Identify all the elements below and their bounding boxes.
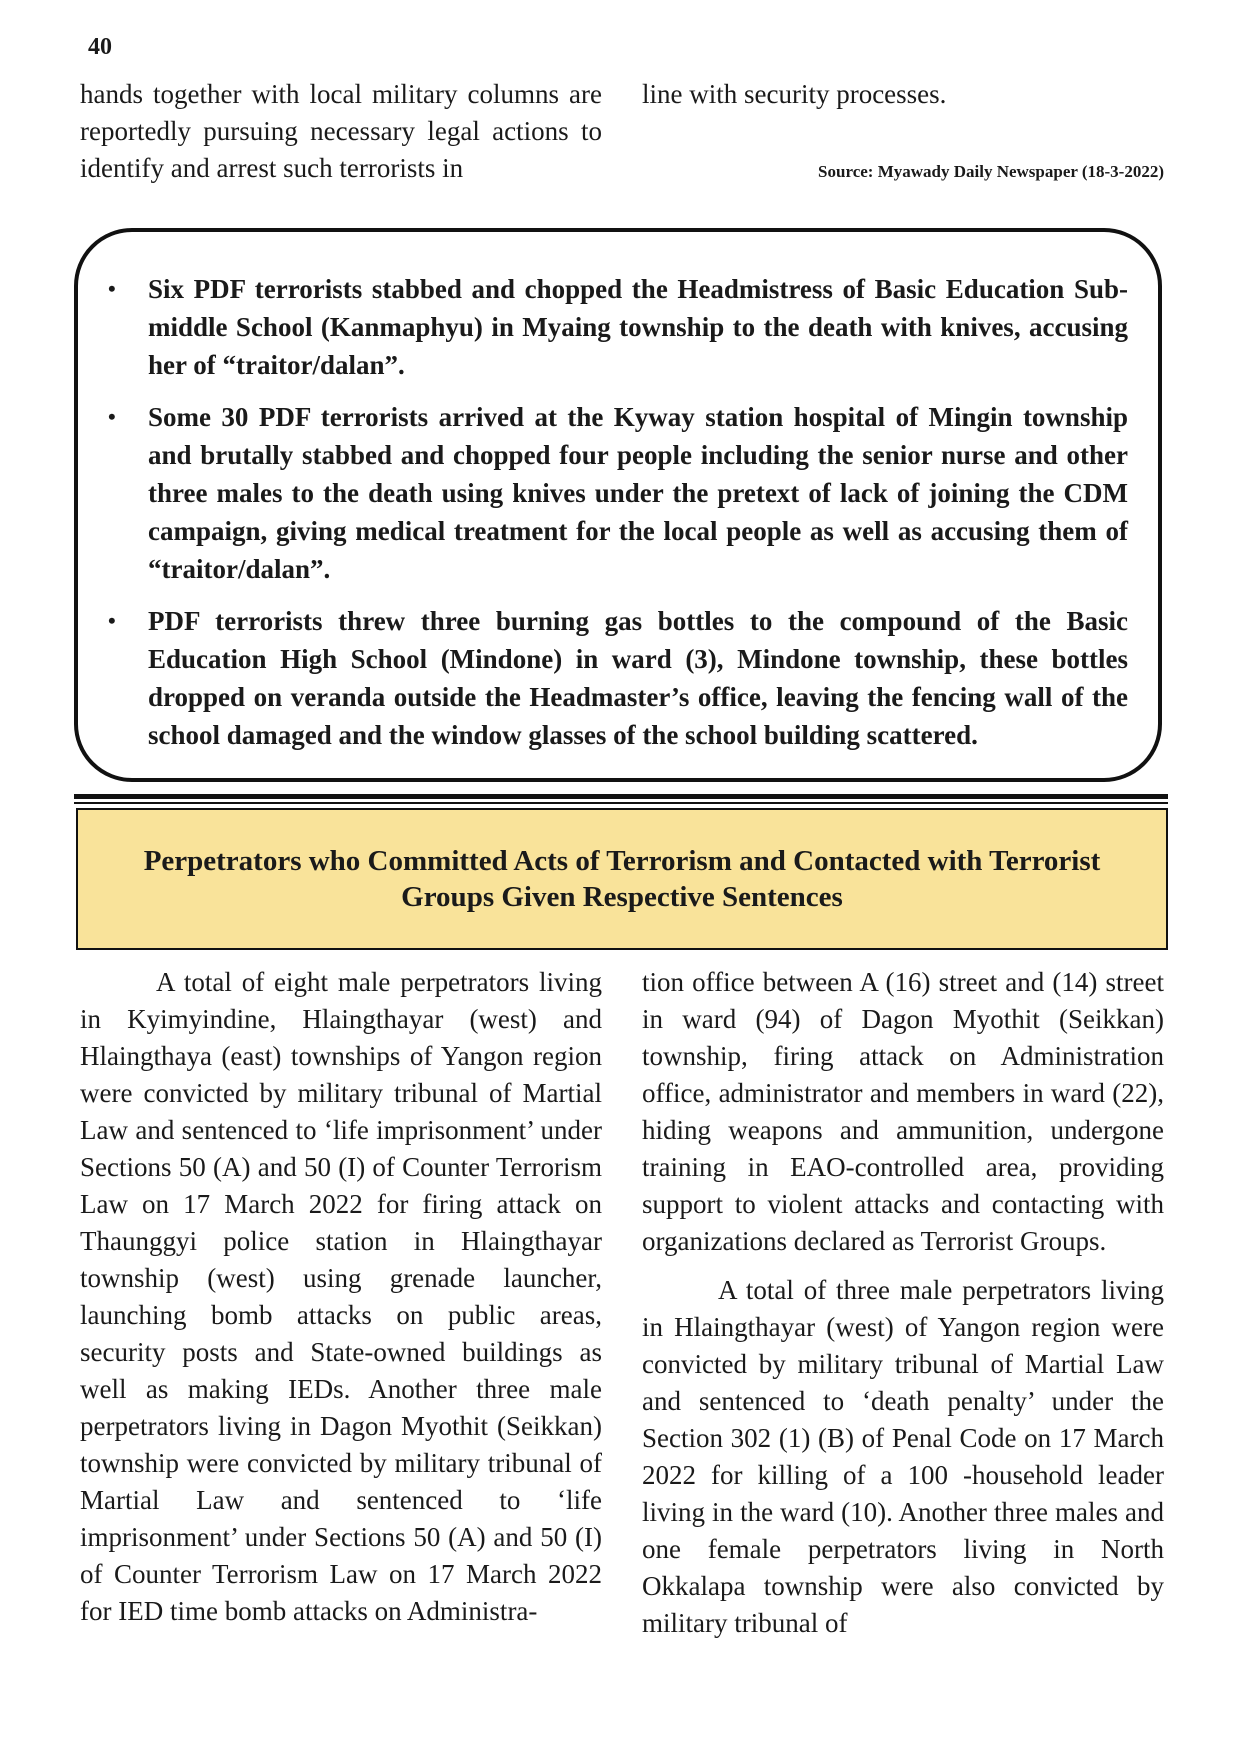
headline-box [76,808,1168,950]
callout-item-text: Some 30 PDF terrorists arrived at the Kyway station hospital of Mingin township and brutally stabbed and chopped four people including the senior nurse and other three males to the death using knives under the pretext of lack of joining the CDM campaign, giving medical treatment for the local people as well as accusing them of “traitor/dalan”. [148,402,1128,584]
bullet-icon: • [108,608,116,633]
callout-item-text: PDF terrorists threw three burning gas bottles to the compound of the Basic Education High School (Mindone) in ward (3), Mindone township, these bottles dropped on veranda outside the Headmaster’s office, leaving the fencing wall of the school damaged and the window glasses of the school building scattered. [148,606,1128,750]
callout-list [108,270,1128,768]
article-paragraph: A total of eight male perpetrators living in Kyimyindine, Hlaingthayar (west) and Hlaingthaya (east) townships of Yangon region were convicted by military tribunal of Martial Law and sentenced to ‘life imprisonment’ under Sections 50 (A) and 50 (I) of Counter Terrorism Law on 17 March 2022 for firing attack on Thaunggyi police station in Hlaingthayar township (west) using grenade launcher, launching bomb attacks on public areas, security posts and State-owned buildings as well as making IEDs. Another three male perpetrators living in Dagon Myothit (Seikkan) township were convicted by military tribunal of Martial Law and sentenced to ‘life imprisonment’ under Sections 50 (A) and 50 (I) of Counter Terrorism Law on 17 March 2022 for IED time bomb attacks on Administra- [80,967,602,1626]
article-paragraph: A total of three male perpetrators living in Hlaingthayar (west) of Yangon region were convicted by military tribunal of Martial Law and sentenced to ‘death penalty’ under the Section 302 (1) (B) of Penal Code on 17 March 2022 for killing of a 100 -household leader living in the ward (10). Another three males and one female perpetrators living in North Okkalapa township were also convicted by military tribunal of [642,1275,1164,1638]
top-right-column [642,76,1164,113]
bullet-icon: • [108,276,116,301]
callout-item [108,602,1128,754]
page-number: 40 [88,34,112,60]
callout-item [108,398,1128,588]
article-right-column [642,964,1164,1642]
section-divider [74,794,1168,799]
bullet-icon: • [108,404,116,429]
section-divider-thin [74,802,1168,804]
top-left-column [80,76,602,187]
source-citation: Source: Myawady Daily Newspaper (18-3-2022) [818,162,1164,181]
callout-box [74,228,1162,782]
callout-item [108,270,1128,384]
article-headline: Perpetrators who Committed Acts of Terrorism and Contacted with Terrorist Groups Given Respective Sentences [143,845,1101,913]
top-left-text: hands together with local military columns are reportedly pursuing necessary legal actions to identify and arrest such terrorists in [80,79,602,183]
callout-item-text: Six PDF terrorists stabbed and chopped the Headmistress of Basic Education Sub-middle School (Kanmaphyu) in Myaing township to the death with knives, accusing her of “traitor/dalan”. [148,274,1128,380]
article-paragraph: tion office between A (16) street and (14) street in ward (94) of Dagon Myothit (Seikkan) township, firing attack on Administration office, administrator and members in ward (22), hiding weapons and ammunition, undergone training in EAO-controlled area, providing support to violent attacks and contacting with organizations declared as Terrorist Groups. [642,967,1164,1256]
top-right-text: line with security processes. [642,79,947,109]
article-left-column [80,964,602,1630]
